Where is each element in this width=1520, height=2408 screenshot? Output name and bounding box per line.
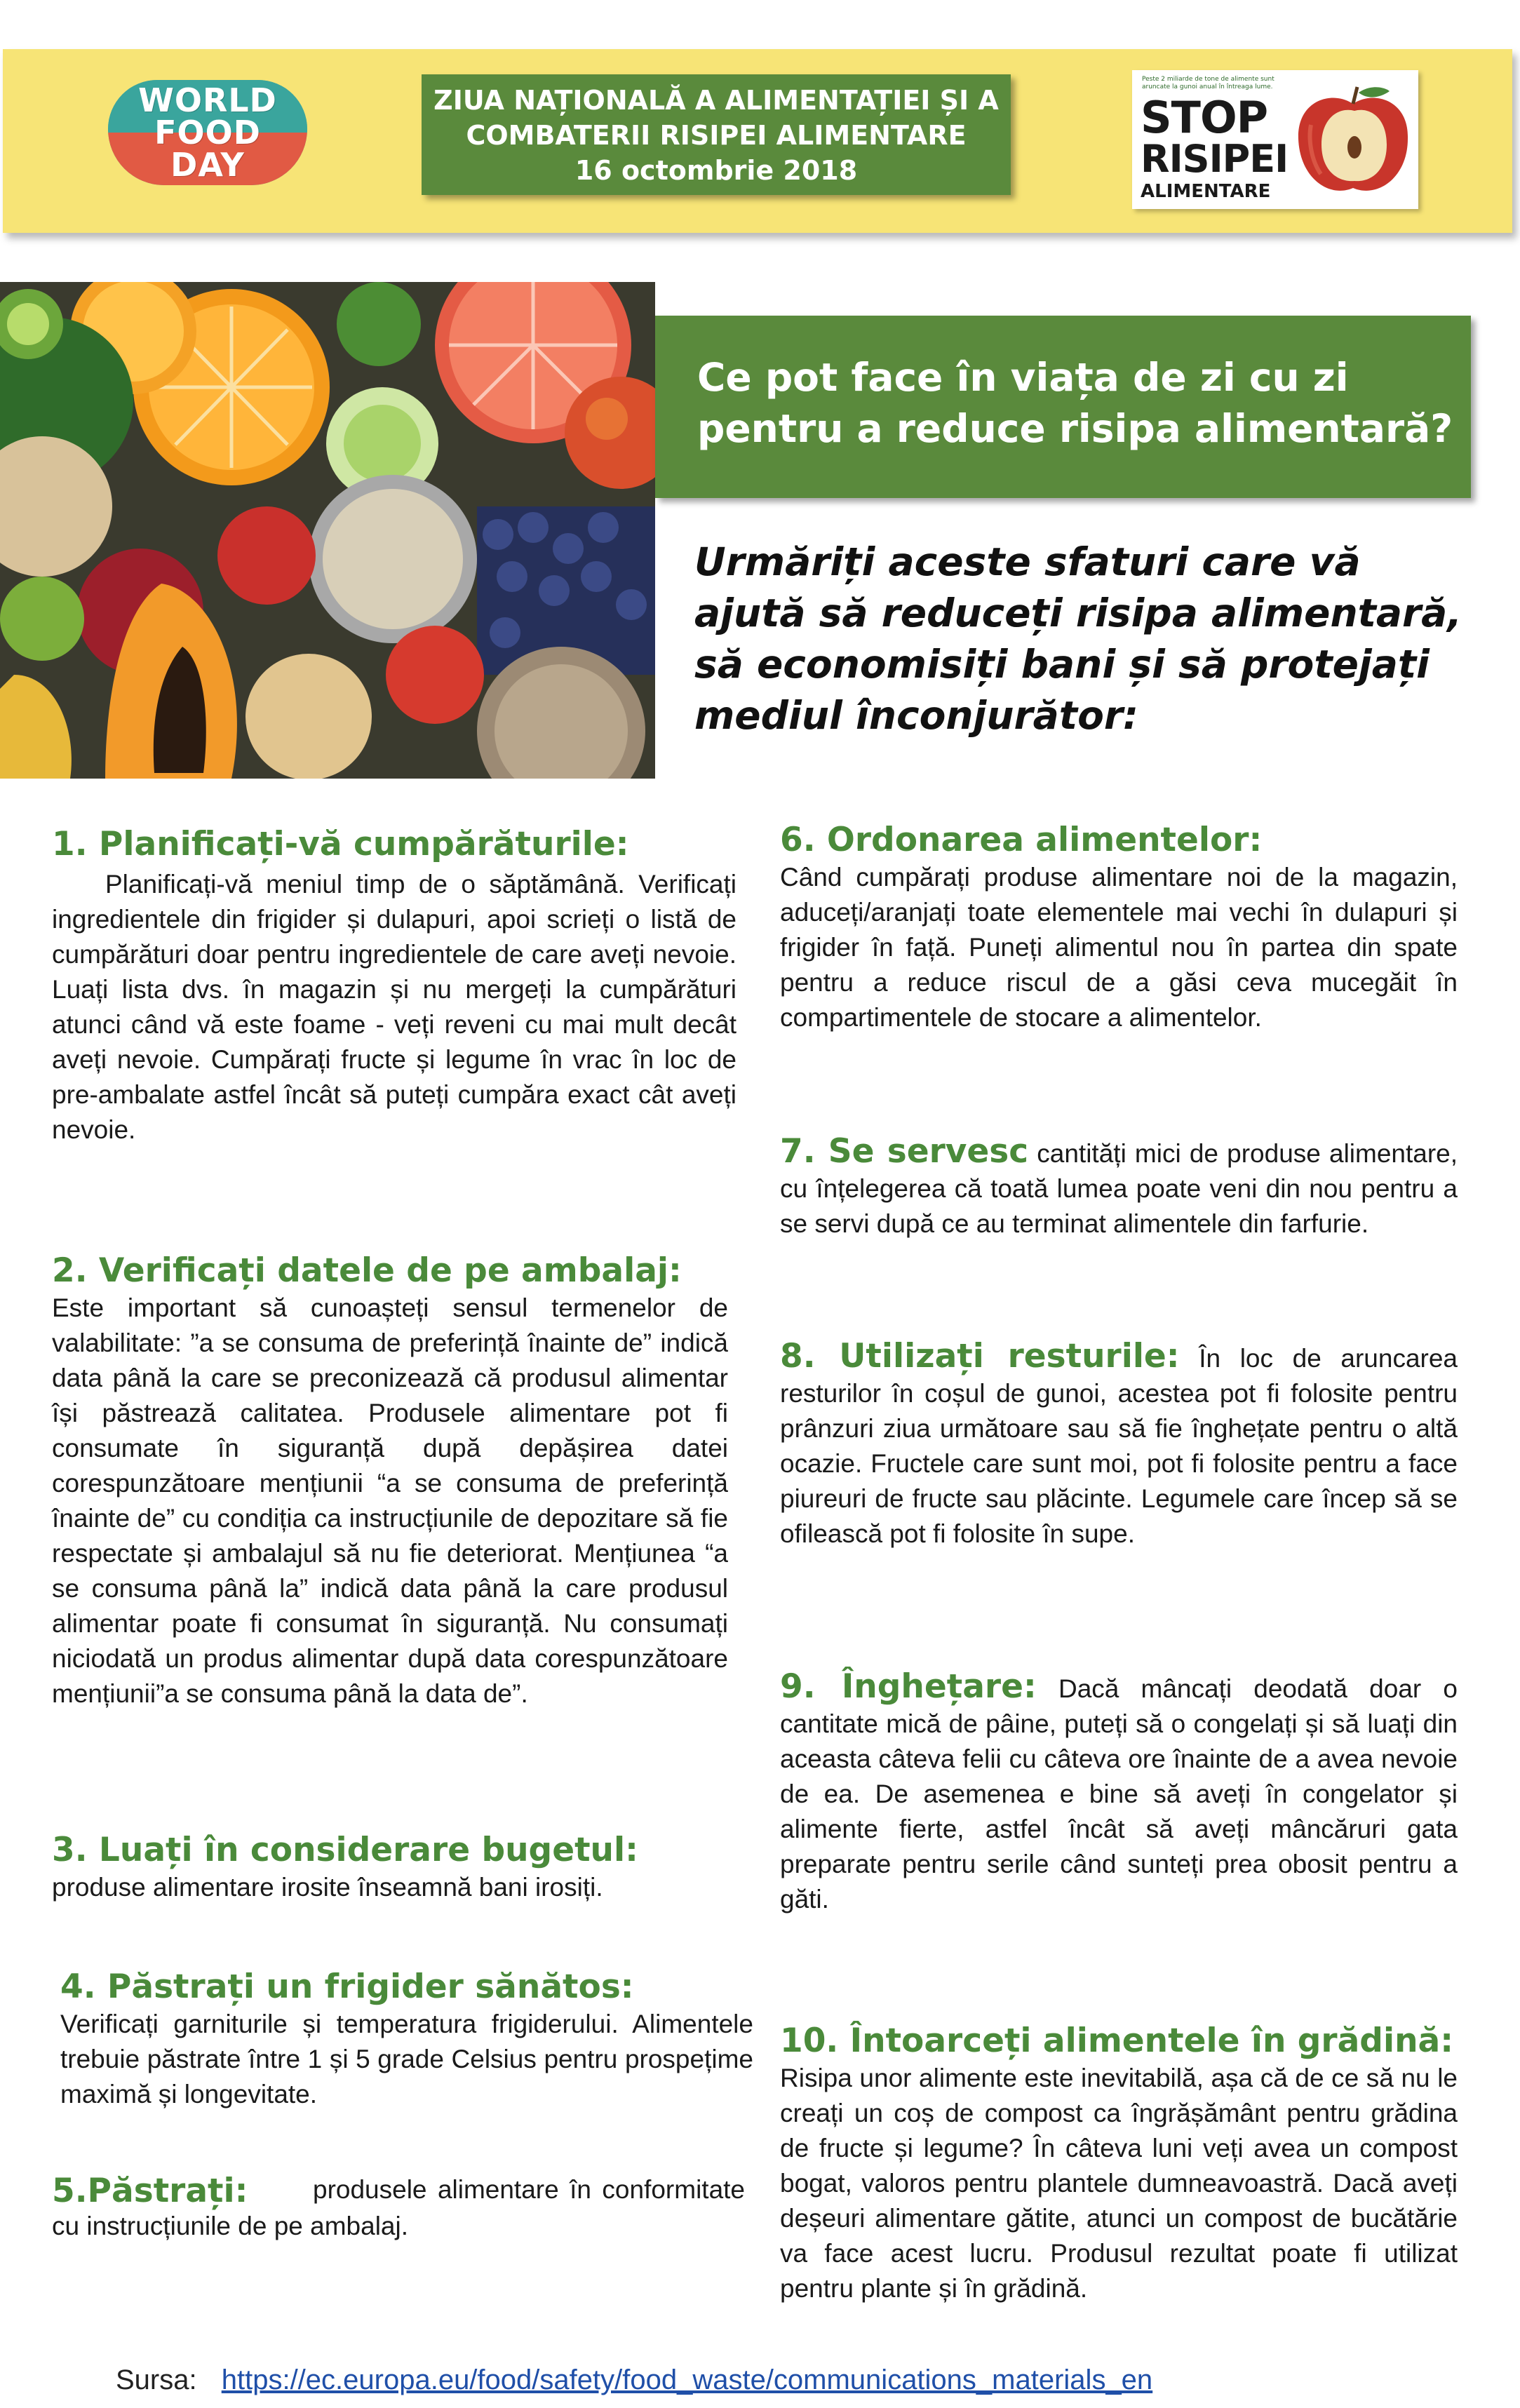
tip-5-heading: 5.Păstrați:	[52, 2172, 248, 2210]
logo-line-2: FOOD	[154, 114, 261, 152]
event-date: 16 octombrie 2018	[574, 155, 858, 186]
tip-6-body: Când cumpărați produse alimentare noi de la magazin, aduceți/aranjați toate elementele mai vechi în dulapuri și frigider în față. Puneți alimentul nou în partea din spate pentru a reduce riscul de a găsi ceva mucegăit în compartimentele de stocare a alimentelor.	[780, 863, 1458, 1032]
tip-5	[52, 2172, 745, 2245]
source-link[interactable]: https://ec.europa.eu/food/safety/food_waste/communications_materials_en	[221, 2365, 1153, 2395]
stop-logo-line-1: STOP	[1141, 92, 1268, 143]
tip-8-heading: 8. Utilizați resturile:	[780, 1337, 1180, 1375]
tip-4	[60, 1968, 753, 2112]
source-label: Sursa:	[116, 2365, 197, 2395]
intro-line-2: ajută să reduceți risipa alimentară,	[694, 591, 1462, 635]
world-food-day-text	[108, 81, 307, 184]
tip-4-heading: 4. Păstrați un frigider sănătos:	[60, 1968, 634, 2006]
tip-1-body: Planificați-vă meniul timp de o săptămână. Verificați ingredientele din frigider și dulapuri, apoi scrieți o listă de cumpărături doar pentru ingredientele de care aveți nevoie. Luați lista dvs. în magazin și nu mergeți la cumpărături atunci când vă este foame - veți reveni cu mai mult decât aveți nevoie. Cumpărați fructe și legume în vrac în loc de pre-ambalate astfel încât să puteți cumpăra exact cât aveți nevoie.	[52, 870, 737, 1144]
tip-7-body: cantități mici de produse alimentare, cu înțelegerea că toată lumea poate veni din nou pentru a se servi după ce au terminat alimentele din farfurie.	[780, 1139, 1458, 1238]
intro-line-1: Urmăriți aceste sfaturi care vă	[694, 539, 1361, 584]
tip-2	[52, 1251, 728, 1711]
tip-10-body: Risipa unor alimente este inevitabilă, așa că de ce să nu le creați un coș de compost ca îngrășământ pentru grădina de fructe și legume? În câteva luni veți avea un compost bogat, valoros pentru plantele dumneavoastră. Dacă aveți deșeuri alimentare gătite, atunci un compost de bucătărie va face acest lucru. Produsul rezultat poate fi utilizat pentru plante și în grădină.	[780, 2064, 1458, 2303]
stop-logo-line-3: ALIMENTARE	[1141, 181, 1271, 202]
source-line	[116, 2362, 1152, 2397]
tip-3	[52, 1831, 739, 1905]
food-photo-illustration	[0, 282, 655, 779]
tip-3-body: produse alimentare irosite înseamnă bani irosiți.	[52, 1873, 603, 1902]
question-line-2: pentru a reduce risipa alimentară?	[697, 406, 1453, 451]
tip-7-heading: 7. Se servesc	[780, 1132, 1029, 1171]
tip-2-body: Este important să cunoașteți sensul termenelor de valabilitate: ”a se consuma de preferință înainte de” indică data până la care se preconizează că produsul alimentar își păstrează calitatea. Produsele alimentare pot fi consumate în siguranță după depășirea datei corespunzătoare mențiunii “a se consuma de preferință înainte de” cu condiția ca instrucțiunile de depozitare să fie respectate și ambalajul să nu fie deteriorat. Mențiunea “a se consuma până la” indică data până la care produsul alimentar poate fi consumat în siguranță. Nu consumați niciodată un produs alimentar după data corespunzătoare mențiunii”a se consuma până la data de”.	[52, 1293, 728, 1708]
question-line-1: Ce pot face în viața de zi cu zi	[697, 355, 1349, 400]
tip-9	[780, 1667, 1458, 1917]
tip-6-heading: 6. Ordonarea alimentelor:	[780, 821, 1263, 859]
tip-10	[780, 2022, 1458, 2306]
header-band	[3, 49, 1512, 233]
intro-line-4: mediul înconjurător:	[694, 693, 1138, 738]
food-photo	[0, 282, 655, 779]
world-food-day-logo	[108, 80, 307, 185]
event-title-line-2: COMBATERII RISIPEI ALIMENTARE	[466, 120, 967, 151]
logo-line-3: DAY	[170, 146, 245, 184]
tip-10-heading: 10. Întoarceți alimentele în grădină:	[780, 2022, 1454, 2060]
tip-6	[780, 821, 1458, 1035]
apple-icon	[1290, 83, 1416, 202]
event-title-box	[422, 74, 1011, 195]
tip-9-body: Dacă mâncați deodată doar o cantitate mică de pâine, puteți să o congelați și să luați din aceasta câteva felii cu câteva ore înainte de a avea nevoie de ea. De asemenea e bine să aveți în congelator și alimente fierte, astfel încât să aveți mâncăruri gata preparate pentru serile când sunteți prea obosit pentru a găti.	[780, 1674, 1458, 1913]
tip-4-body: Verificați garniturile și temperatura frigiderului. Alimentele trebuie păstrate între 1 și 5 grade Celsius pentru prospețime maximă și longevitate.	[60, 2010, 753, 2108]
tip-8	[780, 1337, 1458, 1552]
intro-text	[694, 537, 1480, 741]
tip-3-heading: 3. Luați în considerare bugetul:	[52, 1831, 638, 1869]
tip-5-body: produsele alimentare în conformitate cu instrucțiunile de pe ambalaj.	[52, 2175, 745, 2240]
intro-line-3: să economisiți bani și să protejați	[694, 642, 1430, 687]
tip-1	[52, 825, 737, 1148]
logo-line-1: WORLD	[138, 81, 277, 119]
stop-risipei-logo	[1132, 70, 1418, 209]
tip-8-body: În loc de aruncarea resturilor în coșul de gunoi, acestea pot fi folosite pentru prânzuri ziua următoare sau să fie înghețate pentru o altă ocazie. Fructele care sunt moi, pot fi folosite pentru a face piureuri de fructe sau plăcinte. Legumele care încep să se ofilească pot fi folosite în supe.	[780, 1344, 1458, 1548]
tip-2-heading: 2. Verificați datele de pe ambalaj:	[52, 1251, 682, 1290]
tip-9-heading: 9. Înghețare:	[780, 1667, 1037, 1706]
event-title-line-1: ZIUA NAȚIONALĂ A ALIMENTAȚIEI ȘI A	[433, 85, 999, 116]
tip-1-heading: 1. Planificați-vă cumpărăturile:	[52, 825, 629, 863]
stop-logo-line-2: RISIPEI	[1141, 137, 1289, 181]
tip-7	[780, 1132, 1458, 1242]
question-banner	[655, 316, 1471, 498]
stop-logo-small-text: Peste 2 miliarde de tone de alimente sunt aruncate la gunoi anual în întreaga lume.	[1142, 76, 1274, 90]
